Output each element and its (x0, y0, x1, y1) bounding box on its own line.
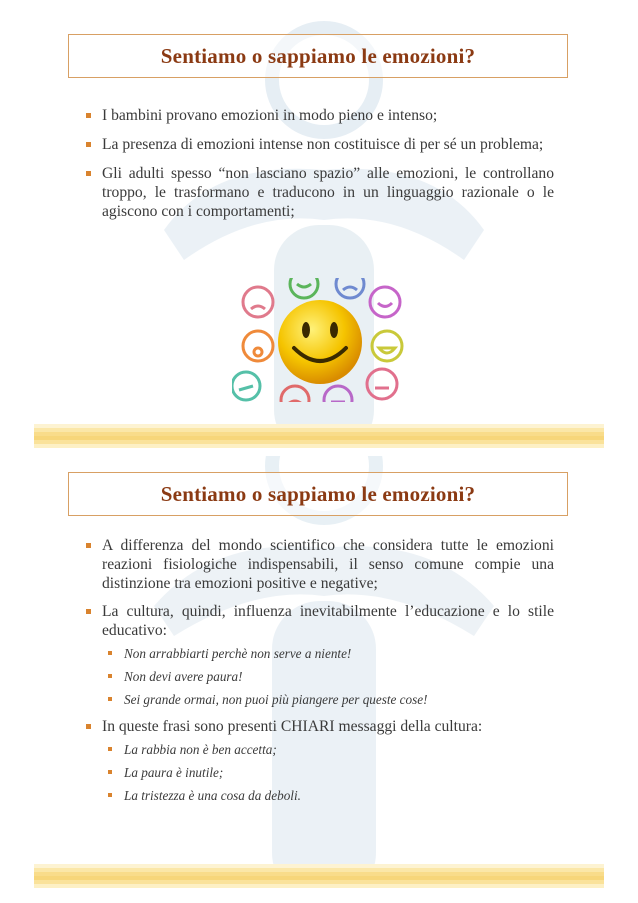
list-item (86, 602, 554, 708)
smile-face-icon (370, 287, 400, 317)
bullet-text: In queste frasi sono presenti CHIARI messaggi della cultura: (102, 718, 483, 735)
slide-1 (34, 20, 604, 448)
sub-item: La rabbia non è ben accetta; (106, 741, 554, 758)
list-item: Gli adulti spesso “non lasciano spazio” alle emozioni, le controllano troppo, le trasformano e traducono in un linguaggio razionale o le agiscono con i comportamenti; (86, 164, 554, 221)
bullet-text: La cultura, quindi, influenza inevitabilmente l’educazione e lo stile educativo: (102, 603, 554, 639)
list-item: I bambini provano emozioni in modo pieno e intenso; (86, 106, 554, 125)
sub-list (102, 741, 554, 804)
list-item: La presenza di emozioni intense non costituisce di per sé un problema; (86, 135, 554, 154)
list-item (86, 717, 554, 804)
sub-item: La tristezza è una cosa da deboli. (106, 787, 554, 804)
laugh-face-icon (372, 331, 402, 361)
worried-face-icon (336, 278, 364, 298)
list-item (86, 536, 554, 593)
bullet-list (86, 536, 554, 813)
bullet-list (86, 106, 554, 231)
big-smiley-icon (278, 300, 362, 384)
sub-item: Non devi avere paura! (106, 668, 554, 685)
sub-list (102, 645, 554, 708)
surprised-face-icon (243, 331, 273, 361)
slide-title: Sentiamo o sappiamo le emozioni? (68, 472, 568, 516)
sub-item: Sei grande ormai, non puoi più piangere per queste cose! (106, 691, 554, 708)
neutral-face-icon (367, 369, 397, 399)
footer-stripes (34, 864, 604, 888)
confused-face-icon (232, 372, 260, 400)
bullet-text: A differenza del mondo scientifico che considera tutte le emozioni reazioni fisiologiche indispensabili, il senso comune compie una distinzione tra emozioni positive e negative; (102, 537, 554, 592)
footer-stripes (34, 424, 604, 448)
emotion-faces-image (232, 278, 406, 402)
sub-item: La paura è inutile; (106, 764, 554, 781)
happy-face-icon (290, 278, 318, 298)
angry-face-icon (281, 386, 309, 402)
slide-title: Sentiamo o sappiamo le emozioni? (68, 34, 568, 78)
sub-item: Non arrabbiarti perchè non serve a niente! (106, 645, 554, 662)
sad-face-icon (243, 287, 273, 317)
slide-2 (34, 456, 604, 888)
tired-face-icon (324, 386, 352, 402)
